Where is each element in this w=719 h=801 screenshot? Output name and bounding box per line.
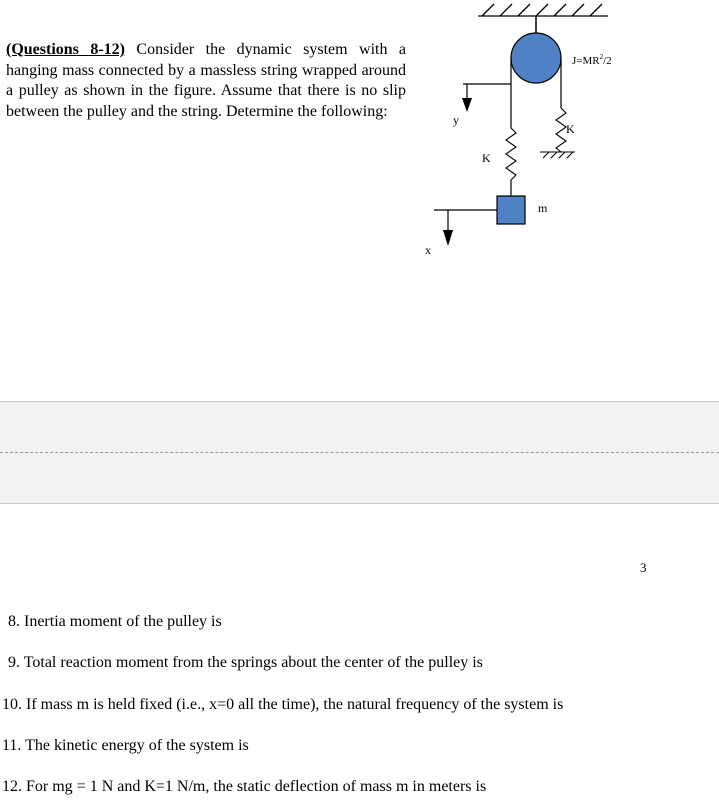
page-number: 3 [640, 560, 647, 575]
questions-heading: (Questions 8-12) [6, 41, 125, 58]
ground-hatch [540, 152, 575, 158]
question-12: 12. For mg = 1 N and K=1 N/m, the static deflection of mass m in meters is [2, 778, 487, 795]
question-10: 10. If mass m is held fixed (i.e., x=0 all the time), the natural frequency of the system is [2, 696, 564, 713]
problem-statement [6, 40, 406, 122]
question-9: 9. Total reaction moment from the springs about the center of the pulley is [8, 654, 483, 671]
y-label: y [453, 113, 459, 127]
y-coordinate-arrow [462, 84, 511, 112]
question-8: 8. Inertia moment of the pulley is [8, 613, 222, 630]
x-coordinate-arrow [434, 210, 497, 246]
right-spring-label: K [566, 122, 575, 136]
x-label: x [425, 243, 431, 257]
page-break [0, 401, 719, 504]
left-spring [506, 128, 516, 180]
right-spring [556, 108, 566, 152]
pulley [511, 33, 561, 83]
question-11: 11. The kinetic energy of the system is [2, 737, 249, 754]
page-break-divider [0, 452, 719, 453]
mass-label: m [538, 201, 548, 215]
ceiling-hatch [478, 4, 608, 16]
hanging-mass [497, 196, 525, 224]
left-spring-label: K [482, 151, 491, 165]
inertia-label: $J=MR^2/2$ [572, 53, 612, 67]
pulley-system-figure [400, 0, 719, 270]
problem-text: Consider the dynamic system with a hanging mass connected by a massless string wrapped around a pulley as shown in the figure. Assume that there is no slip between the pulley and the string. Determine the following: [6, 41, 407, 120]
